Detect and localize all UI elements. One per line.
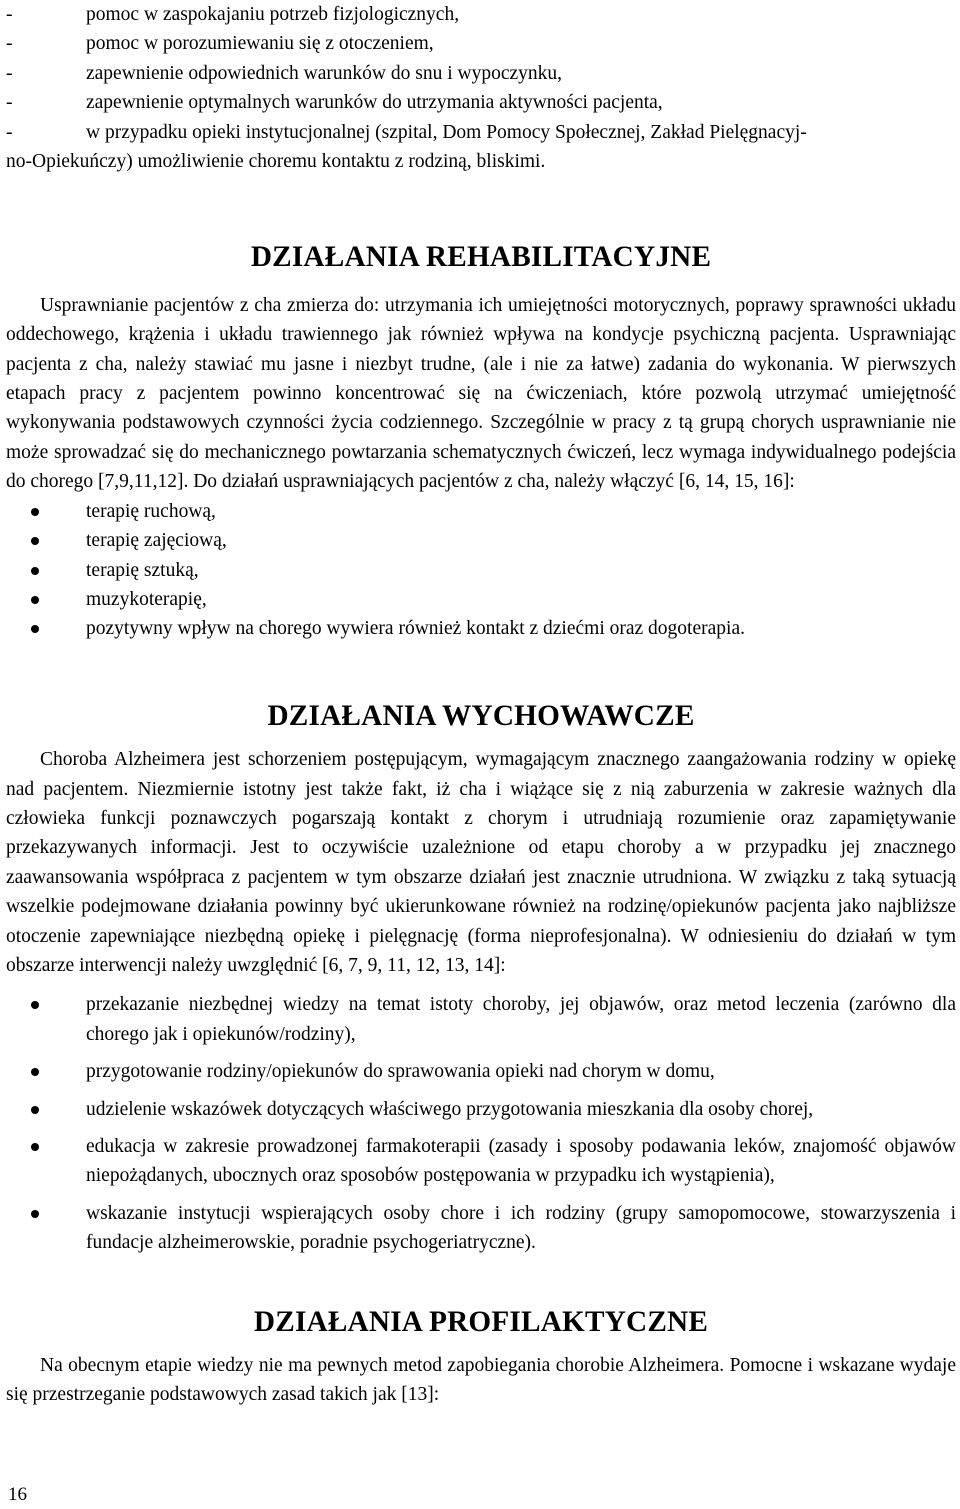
bullet-item bbox=[6, 614, 956, 643]
rehab-paragraph: Usprawnianie pacjentów z cha zmierza do: utrzymania ich umiejętności motorycznych, poprawy sprawności układu oddechowego, krążenia i układu trawiennego jak również wpływa na kondycje psychiczną pacjenta. Usprawniając pacjenta z cha, należy stawiać mu jasne i niezbyt trudne, (ale i nie za łatwe) zadania do wykonania. W pierwszych etapach pracy z pacjentem powinno koncentrować się na ćwiczeniach, które pozwolą utrzymać umiejętność wykonywania podstawowych czynności życia codziennego. Szczególnie w pracy z tą grupą chorych usprawnianie nie może sprowadzać się do mechanicznego powtarzania schematycznych ćwiczeń, lecz wymaga indywidualnego podejścia do chorego [7,9,11,12]. Do działań usprawniających pacjentów z cha, należy włączyć [6, 14, 15, 16]: bbox=[6, 294, 956, 493]
dash-marker: - bbox=[6, 4, 13, 25]
bullet-text: muzykoterapię, bbox=[86, 588, 207, 610]
rehab-bullet-list bbox=[6, 497, 956, 644]
list-item-text: zapewnienie odpowiednich warunków do snu i wypoczynku, bbox=[86, 62, 563, 84]
list-item bbox=[6, 29, 956, 58]
list-item bbox=[6, 59, 956, 88]
bullet-icon bbox=[31, 625, 39, 633]
edu-bullet-list bbox=[6, 990, 956, 1257]
bullet-icon bbox=[31, 1106, 39, 1114]
list-item bbox=[6, 88, 956, 117]
bullet-text: terapię zajęciową, bbox=[86, 530, 227, 552]
dash-marker: - bbox=[6, 92, 13, 114]
bullet-item bbox=[6, 526, 956, 555]
bullet-icon bbox=[31, 1210, 39, 1218]
bullet-icon bbox=[31, 508, 39, 516]
prof-paragraph: Na obecnym etapie wiedzy nie ma pewnych metod zapobiegania chorobie Alzheimera. Pomocne i wskazane wydaje się przestrzeganie podstawowych zasad takich jak [13]: bbox=[6, 1355, 956, 1406]
bullet-item bbox=[6, 1132, 956, 1191]
bullet-item bbox=[6, 585, 956, 614]
section-heading-prof: DZIAŁANIA PROFILAKTYCZNE bbox=[253, 1305, 709, 1338]
list-item bbox=[6, 118, 956, 147]
page-number: 16 bbox=[8, 1484, 27, 1505]
bullet-item bbox=[6, 556, 956, 585]
bullet-item bbox=[6, 497, 956, 526]
bullet-text: terapię sztuką, bbox=[86, 559, 199, 581]
bullet-item bbox=[6, 1057, 956, 1086]
bullet-icon bbox=[31, 567, 39, 575]
bullet-text: przygotowanie rodziny/opiekunów do sprawowania opieki nad chorym w domu, bbox=[86, 1061, 715, 1083]
section-heading-edu: DZIAŁANIA WYCHOWAWCZE bbox=[267, 699, 695, 732]
bullet-icon bbox=[31, 1001, 39, 1009]
bullet-text: wskazanie instytucji wspierających osoby chore i ich rodziny (grupy samopomocowe, stowarzyszenia i fundacje alzheimerowskie, poradnie psychogeriatryczne). bbox=[86, 1202, 956, 1254]
bullet-text: udzielenie wskazówek dotyczących właściwego przygotowania mieszkania dla osoby chorej, bbox=[86, 1098, 814, 1120]
list-item-text: no-Opiekuńczy) umożliwienie choremu kontaktu z rodziną, bliskimi. bbox=[6, 151, 546, 173]
dash-marker: - bbox=[6, 33, 13, 55]
intro-list bbox=[6, 0, 956, 176]
list-item bbox=[6, 0, 956, 29]
bullet-icon bbox=[31, 537, 39, 545]
bullet-item bbox=[6, 1095, 956, 1124]
bullet-item bbox=[6, 990, 956, 1049]
section-heading-rehab: DZIAŁANIA REHABILITACYJNE bbox=[250, 241, 712, 274]
list-item-continuation bbox=[6, 147, 956, 176]
list-item-text: pomoc w porozumiewaniu się z otoczeniem, bbox=[86, 33, 434, 55]
dash-marker: - bbox=[6, 62, 13, 84]
bullet-icon bbox=[31, 1143, 39, 1151]
document-page bbox=[6, 0, 956, 1410]
list-item-text: pomoc w zaspokajaniu potrzeb fizjologicznych, bbox=[86, 4, 460, 25]
bullet-icon bbox=[31, 1068, 39, 1076]
dash-marker: - bbox=[6, 121, 13, 143]
list-item-text: w przypadku opieki instytucjonalnej (szpital, Dom Pomocy Społecznej, Zakład Pielęgnacyj- bbox=[86, 121, 807, 143]
bullet-text: edukacja w zakresie prowadzonej farmakoterapii (zasady i sposoby podawania leków, znajomość objawów niepożądanych, ubocznych oraz sposobów postępowania w przypadku ich wystąpienia), bbox=[86, 1136, 956, 1187]
list-item-text: zapewnienie optymalnych warunków do utrzymania aktywności pacjenta, bbox=[86, 92, 663, 114]
bullet-text: pozytywny wpływ na chorego wywiera również kontakt z dziećmi oraz dogoterapia. bbox=[86, 618, 745, 640]
bullet-text: przekazanie niezbędnej wiedzy na temat istoty choroby, jej objawów, oraz metod leczenia (zarówno dla chorego jak i opiekunów/rodziny), bbox=[86, 994, 956, 1045]
bullet-text: terapię ruchową, bbox=[86, 500, 216, 522]
bullet-item bbox=[6, 1199, 956, 1258]
edu-paragraph: Choroba Alzheimera jest schorzeniem postępującym, wymagającym znacznego zaangażowania rodziny w opiekę nad pacjentem. Niezmiernie istotny jest także fakt, iż cha i wiążące się z nią zaburzenia w zakresie ważnych dla człowieka funkcji poznawczych pogarszają kontakt z chorym i utrudniają rozumienie oraz zapamiętywanie przekazywanych informacji. Jest to oczywiście uzależnione od etapu choroby a w przypadku jej znacznego zaawansowania współpraca z pacjentem w tym obszarze działań jest znacznie utrudniona. W związku z taką sytuacją wszelkie podejmowane działania powinny być ukierunkowane również na rodzinę/opiekunów pacjenta jako najbliższe otoczenie zapewniające niezbędną opiekę i pielęgnację (forma nieprofesjonalna). W odniesieniu do działań w tym obszarze interwencji należy uwzględnić [6, 7, 9, 11, 12, 13, 14]: bbox=[6, 749, 956, 976]
bullet-icon bbox=[31, 596, 39, 604]
